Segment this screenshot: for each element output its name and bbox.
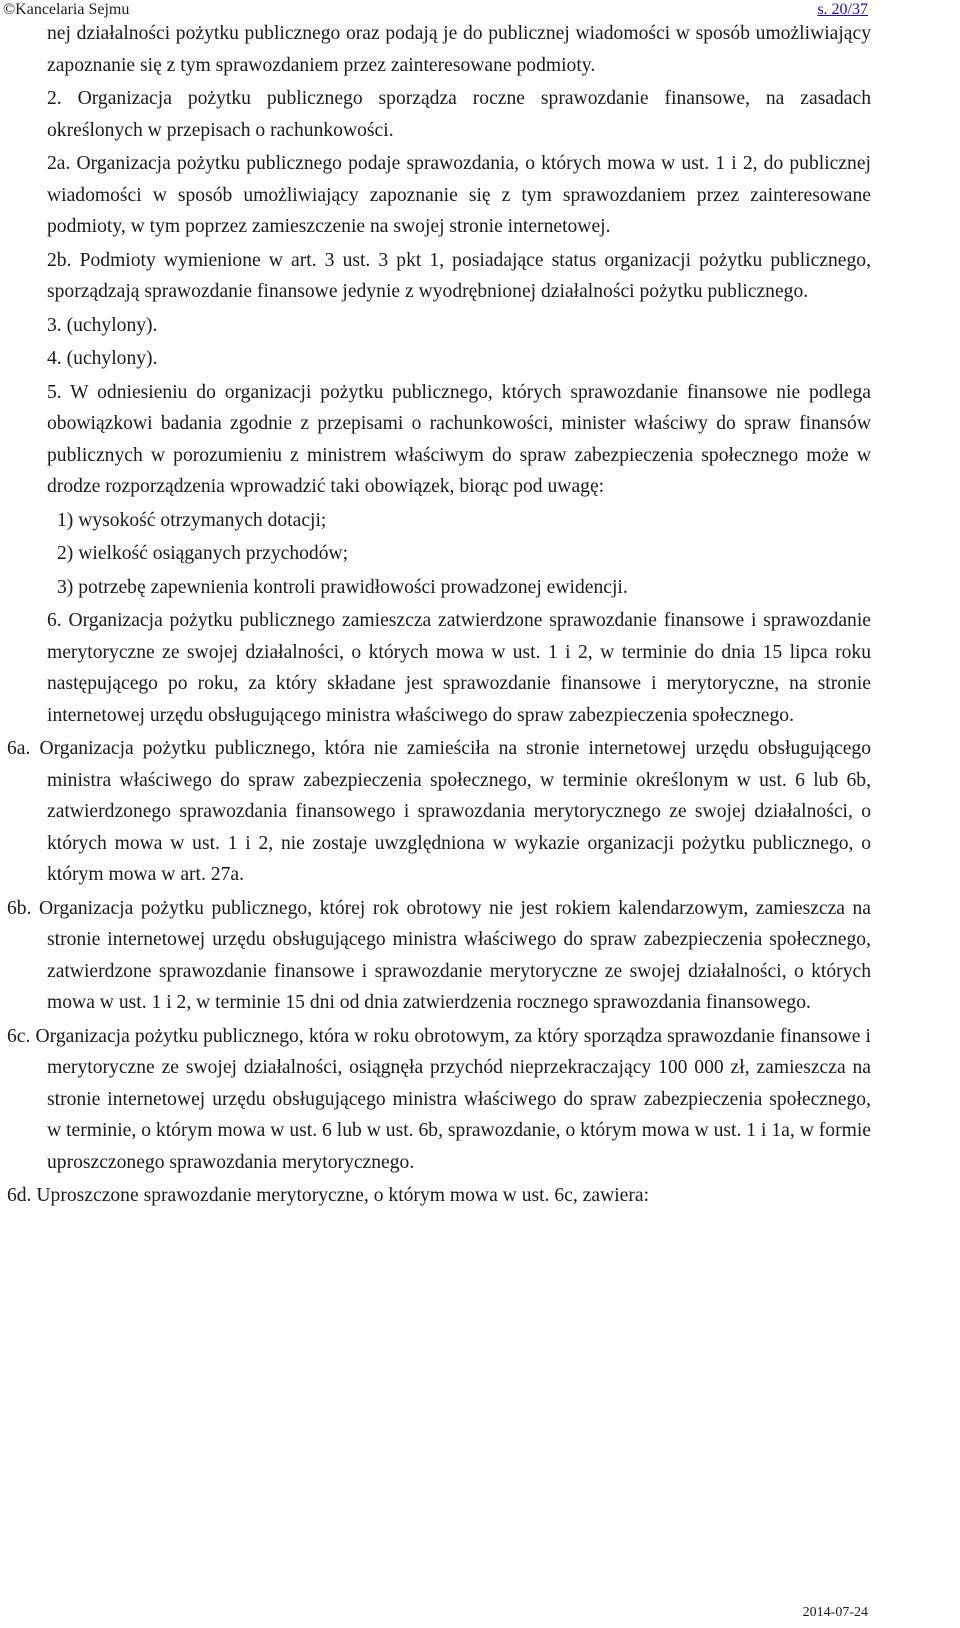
list-item: 3) potrzebę zapewnienia kontroli prawidłowości prowadzonej ewidencji.	[57, 576, 628, 598]
page-number: s. 20/37	[817, 1, 868, 18]
paragraph-continuation: nej działalności pożytku publicznego oraz podają je do publicznej wiadomości w sposób umożliwiający zapoznanie się z tym sprawozdaniem przez zainteresowane podmioty.	[47, 23, 871, 76]
paragraph-2b: 2b. Podmioty wymienione w art. 3 ust. 3 pkt 1, posiadające status organizacji pożytku publicznego, sporządzają sprawozdanie finansowe jedynie z wyodrębnionej działalności pożytku publicznego.	[47, 249, 871, 302]
paragraph-number: 6d.	[7, 1185, 32, 1206]
paragraph-6: 6. Organizacja pożytku publicznego zamieszcza zatwierdzone sprawozdanie finansowe i sprawozdanie merytoryczne ze swojej działalności, o których mowa w ust. 1 i 2, w terminie do dnia 15 lipca roku następującego po roku, za który składane jest sprawozdanie finansowe i merytoryczne, na stronie internetowej urzędu obsługującego ministra właściwego do spraw zabezpieczenia społecznego.	[47, 610, 871, 726]
paragraph-text: Organizacja pożytku publicznego, która nie zamieściła na stronie internetowej urzędu obsługującego ministra właściwego do spraw zabezpieczenia społecznego, w terminie określonym w ust. 6 lub 6b, zatwierdzonego sprawozdania finansowego i sprawozdania merytorycznego ze swojej działalności, o których mowa w ust. 1 i 2, nie zostaje uwzględniona w wykazie organizacji pożytku publicznego, o którym mowa w art. 27a.	[39, 738, 872, 885]
document-body	[7, 18, 872, 1214]
paragraph-6b	[7, 893, 871, 1019]
paragraph-number: 6c.	[7, 1025, 31, 1047]
list-item: 2) wielkość osiąganych przychodów;	[57, 543, 349, 564]
paragraph-3: 3. (uchylony).	[47, 314, 158, 336]
paragraph-text: Uproszczone sprawozdanie merytoryczne, o którym mowa w ust. 6c, zawiera:	[36, 1185, 650, 1206]
paragraph-text: Organizacja pożytku publicznego, której rok obrotowy nie jest rokiem kalendarzowym, zamieszcza na stronie internetowej urzędu obsługującego ministra właściwego do spraw zabezpieczenia społecznego, zatwierdzone sprawozdanie finansowe i sprawozdanie merytoryczne ze swojej działalności, o których mowa w ust. 1 i 2, w terminie 15 dni od dnia zatwierdzenia rocznego sprawozdania finansowego.	[39, 897, 871, 1013]
paragraph-2: 2. Organizacja pożytku publicznego sporządza roczne sprawozdanie finansowe, na zasadach określonych w przepisach o rachunkowości.	[47, 88, 871, 141]
publisher-label: ©Kancelaria Sejmu	[3, 1, 130, 18]
paragraph-number: 6a.	[7, 738, 31, 759]
paragraph-4: 4. (uchylony).	[47, 348, 158, 369]
paragraph-6d	[7, 1180, 871, 1212]
page-number-link[interactable]	[817, 0, 868, 20]
document-date: 2014-07-24	[802, 1605, 868, 1620]
paragraph-number: 6b.	[7, 897, 32, 919]
paragraph-2a: 2a. Organizacja pożytku publicznego podaje sprawozdania, o których mowa w ust. 1 i 2, do publicznej wiadomości w sposób umożliwiający zapoznanie się z tym sprawozdaniem przez zainteresowane podmioty, w tym poprzez zamieszczenie na swojej stronie internetowej.	[47, 153, 871, 237]
paragraph-6c	[7, 1021, 871, 1179]
paragraph-5: 5. W odniesieniu do organizacji pożytku publicznego, których sprawozdanie finansowe nie podlega obowiązkowi badania zgodnie z przepisami o rachunkowości, minister właściwy do spraw finansów publicznych w porozumieniu z ministrem właściwym do spraw zabezpieczenia społecznego może w drodze rozporządzenia wprowadzić taki obowiązek, biorąc pod uwagę:	[47, 381, 871, 497]
paragraph-text: Organizacja pożytku publicznego, która w roku obrotowym, za który sporządza sprawozdanie finansowe i merytoryczne ze swojej działalności, osiągnęła przychód nieprzekraczający 100 000 zł, zamieszcza na stronie internetowej urzędu obsługującego ministra właściwego do spraw zabezpieczenia społecznego, w terminie, o którym mowa w ust. 6 lub w ust. 6b, sprawozdanie, o którym mowa w ust. 1 i 1a, w formie uproszczonego sprawozdania merytorycznego.	[35, 1025, 871, 1173]
list-item: 1) wysokość otrzymanych dotacji;	[57, 509, 327, 531]
paragraph-6a	[7, 733, 871, 891]
